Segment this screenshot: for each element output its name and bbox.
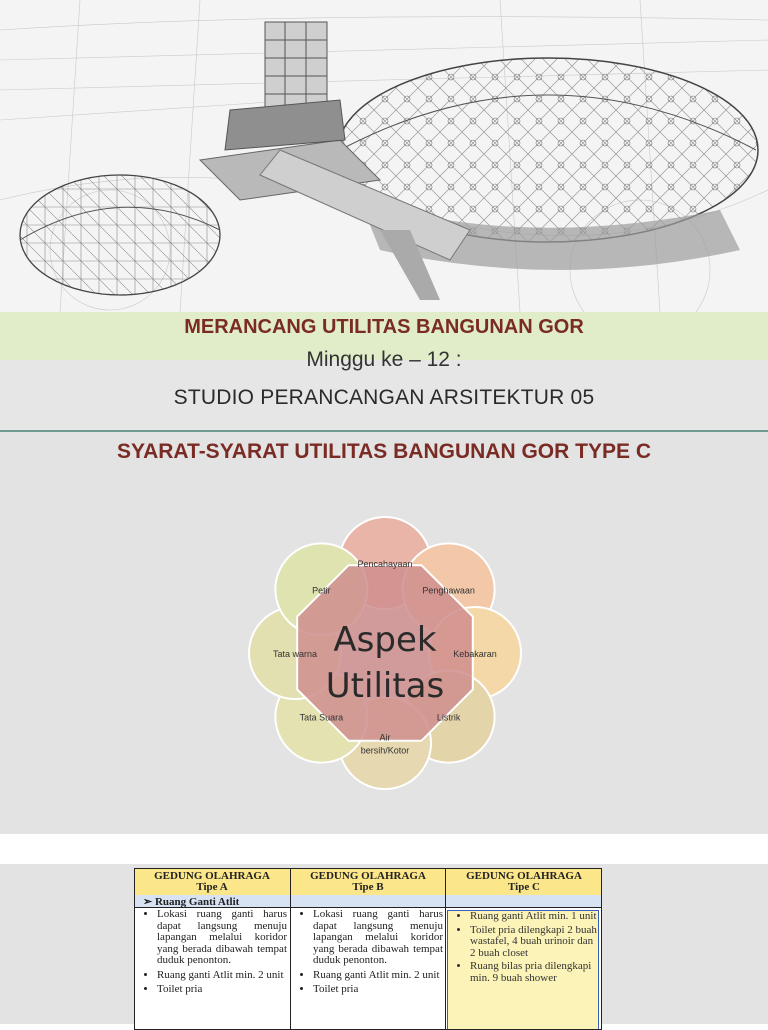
- diagram-slide-title: SYARAT-SYARAT UTILITAS BANGUNAN GOR TYPE C: [117, 440, 651, 463]
- list-item: • Toilet pria: [313, 984, 443, 996]
- aspect-label: Air: [379, 732, 391, 743]
- aspect-label: Listrik: [436, 712, 461, 723]
- aspect-label: Kebakaran: [453, 649, 497, 659]
- table-header-row: [135, 869, 601, 896]
- slide-gap: [0, 834, 768, 864]
- column-type-a: [137, 909, 287, 999]
- center-label: Utilitas: [325, 666, 445, 706]
- list-item: • Lokasi ruang ganti harus dapat langsung menuju lapangan melalui koridor yang berada dibawah tempat duduk penonton.: [313, 909, 443, 967]
- column-divider: [445, 869, 446, 1029]
- header-type-c: GEDUNG OLAHRAGA Tipe C: [466, 870, 582, 893]
- list-item: • Ruang ganti Atlit min. 1 unit: [470, 911, 598, 923]
- aspect-label: Pencahayaan: [357, 559, 413, 569]
- requirements-table: [134, 868, 602, 1030]
- list-item: • Lokasi ruang ganti harus dapat langsung menuju lapangan melalui koridor yang berada dibawah tempat duduk penonton.: [157, 909, 287, 967]
- list-item: • Ruang bilas pria dilengkapi min. 9 buah shower: [470, 961, 598, 984]
- list-item: • Toilet pria: [157, 984, 287, 996]
- center-label: Aspek: [333, 620, 437, 660]
- week-label: Minggu ke – 12 :: [306, 348, 462, 371]
- column-divider: [290, 869, 291, 1029]
- section-row-ruang-ganti: ➢ Ruang Ganti Atlit: [135, 895, 601, 908]
- slide-title: MERANCANG UTILITAS BANGUNAN GOR: [184, 316, 584, 338]
- list-item: • Ruang ganti Atlit min. 2 unit: [313, 970, 443, 982]
- stadium-render-image: [0, 0, 768, 312]
- aspect-label: Tata warna: [272, 649, 318, 659]
- aspect-label: bersih/Kotor: [360, 745, 410, 756]
- aspect-label: Penghawaan: [422, 585, 475, 596]
- column-type-b: [293, 909, 443, 999]
- aspect-label: Petir: [312, 585, 331, 596]
- column-type-c: [447, 910, 599, 1030]
- utility-aspects-diagram: [190, 470, 590, 830]
- aspect-label: Tata Suara: [299, 712, 344, 723]
- studio-label: STUDIO PERANCANGAN ARSITEKTUR 05: [173, 386, 595, 409]
- header-type-a: GEDUNG OLAHRAGA Tipe A: [154, 870, 270, 893]
- title-slide: [0, 0, 768, 430]
- header-type-b: GEDUNG OLAHRAGA Tipe B: [310, 870, 426, 893]
- list-item: • Toilet pria dilengkapi 2 buah wastafel, 4 buah urinoir dan 2 buah closet: [470, 925, 598, 960]
- list-item: • Ruang ganti Atlit min. 2 unit: [157, 970, 287, 982]
